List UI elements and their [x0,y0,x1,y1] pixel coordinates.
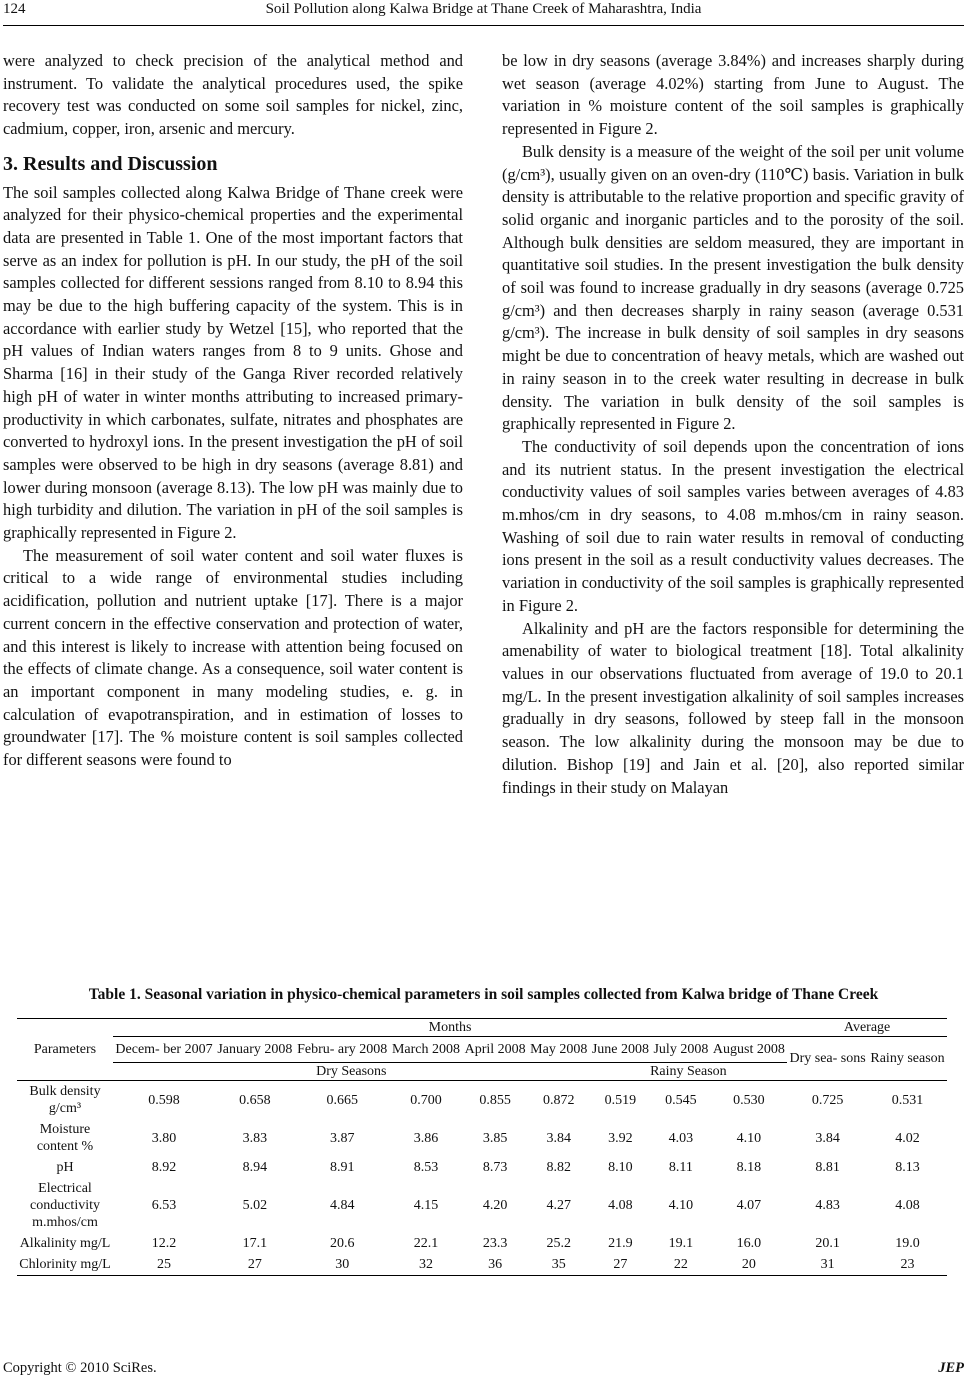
value-cell: 4.10 [668,1198,694,1213]
month-header: July 2008 [653,1042,709,1057]
value-cell: 8.10 [608,1160,633,1175]
paragraph: Bulk density is a measure of the weight of the soil per unit volume (g/cm³), usually given on an oven-dry (110℃) basis. Variation in bulk density is attributable to the relative proportion and specific gravity of solid organic and inorganic particles and to the porosity of the soil. Although bulk densities are seldom measured, they are important in quantitative soil studies. In the present investigation the bulk density of soil was found to increase gradually in dry seasons (average 0.725 g/cm³) and then decreases sharply in rainy season (average 0.531 g/cm³). The increase in bulk density of soil samples in dry seasons might be due to concentration of heavy metals, which are washed out in rainy season in to the creek water resulting in decrease in bulk density. The variation in bulk density of the soil samples is graphically represented in Figure 2. [502,141,964,434]
avg-header: Rainy season [870,1051,945,1066]
page-header [0,0,967,30]
value-cell: 12.2 [151,1236,177,1251]
value-cell: 0.700 [390,1081,463,1120]
value-cell: 6.53 [151,1198,177,1213]
value-cell: 3.84 [546,1130,571,1146]
value-cell: 23.3 [482,1236,508,1251]
journal-abbrev: JEP [938,1360,964,1376]
value-cell: 0.725 [787,1081,868,1120]
value-cell: 4.84 [329,1198,355,1213]
value-cell: 0.545 [651,1081,710,1120]
month-header: January 2008 [217,1042,293,1057]
value-cell: 32 [390,1254,463,1276]
value-cell: 23 [868,1254,947,1276]
value-cell: 30 [295,1254,390,1276]
value-cell: 5.02 [242,1198,268,1213]
table-row [17,1157,947,1178]
value-cell: 8.53 [413,1160,439,1175]
table-subheader-row [17,1037,947,1063]
page-number: 124 [3,1,26,17]
value-cell: 3.80 [151,1130,177,1146]
value-cell: 0.530 [711,1081,788,1120]
value-cell: 0.872 [528,1081,590,1120]
value-cell: 4.10 [736,1130,762,1146]
value-cell: 35 [528,1254,590,1276]
value-cell: 3.84 [815,1130,840,1146]
copyright-text: Copyright © 2010 SciRes. [3,1360,157,1376]
value-cell: 27 [215,1254,295,1276]
value-cell: 0.665 [295,1081,390,1120]
parameter-cell: Bulk density g/cm³ [17,1081,113,1120]
section-heading: 3. Results and Discussion [3,152,218,175]
value-cell: 19.1 [668,1236,694,1251]
data-table [17,1018,947,1276]
value-cell: 8.73 [482,1160,508,1175]
paragraph: The measurement of soil water content and soil water fluxes is critical to a wide range of environmental studies including acidification, pollution and nutrient uptake [17]. There is a major current concern in the effective conservation and protection of water, and this interest is likely to increase with attention being focused on the effects of climate change. As a consequence, soil water content is an important component in many modeling studies, e. g. in calculation of evapotranspiration, and in estimation of losses to groundwater [17]. The % moisture content is soil samples collected for different seasons were found to [3,545,463,770]
value-cell: 8.91 [329,1160,355,1175]
parameter-cell: Chlorinity mg/L [17,1254,113,1276]
value-cell: 0.531 [868,1081,947,1120]
value-cell: 8.18 [736,1160,762,1175]
value-cell: 3.92 [608,1130,633,1146]
avg-header: Dry sea- sons [789,1051,866,1066]
value-cell: 8.82 [546,1160,571,1175]
month-header: June 2008 [591,1042,649,1057]
table-header-row [17,1019,947,1037]
paragraph: be low in dry seasons (average 3.84%) and increases sharply during wet season (average 4.02%) starting from June to August. The variation in % moisture content of the soil samples is graphically represented in Figure 2. [502,51,964,139]
paragraph: Alkalinity and pH are the factors responsible for determining the amenability of water to biological treatment [18]. Total alkalinity values in our observations fluctuated from average of 19.0 to 20.1 mg/L. In the present investigation alkalinity of soil samples increases gradually in dry seasons, followed by steep fall in the monsoon season. The low alkalinity during the monsoon may be due to dilution. Bishop [19] and Jain et al. [20], also reported similar findings in their study on Malayan [502,618,964,797]
value-cell: 8.81 [815,1160,840,1175]
month-header: May 2008 [530,1042,588,1057]
month-header: August 2008 [712,1042,785,1057]
table-caption: Table 1. Seasonal variation in physico-chemical parameters in soil samples collected from Kalwa bridge of Thane Creek [88,986,879,1003]
parameter-cell: Electrical conductivity m.mhos/cm [30,1181,100,1230]
parameters-header: Parameters [17,1019,113,1081]
header-rule [3,25,964,26]
value-cell: 36 [462,1254,528,1276]
value-cell: 4.08 [608,1198,633,1213]
dry-seasons-label: Dry Seasons [113,1063,590,1081]
rainy-season-label: Rainy Season [590,1063,788,1081]
value-cell: 3.87 [329,1130,355,1146]
paragraph: The soil samples collected along Kalwa Bridge of Thane creek were analyzed for their physico-chemical properties and the experimental data are presented in Table 1. One of the most important factors that serve as an index for pollution is pH. In our study, the pH of the soil samples collected for different sessions ranged from 8.10 to 8.94 this may be due to the high buffering capacity of the system. This is in accordance with earlier study by Wetzel [15], who reported that the pH values of Indian waters ranges from 8 to 9 units. Ghose and Sharma [16] in their study of the Ganga River recorded relatively high pH of water in winter months attributing to increased primary-productivity in which carbonates, sulfate, nitrates and phosphates are converted to hydroxyl ions. In the present investigation the pH of soil samples were observed to be high in dry seasons (average 8.81) and lower during monsoon (average 8.13). The low pH was mainly due to high turbidity and dilution. The variation in pH of the soil samples is graphically represented in Figure 2. [3,182,463,543]
table-row [17,1178,947,1233]
value-cell: 25.2 [546,1236,571,1251]
value-cell: 21.9 [608,1236,633,1251]
table-row [17,1081,947,1120]
value-cell: 8.94 [242,1160,268,1175]
parameter-cell: Moisture content % [36,1122,94,1154]
value-cell: 4.15 [413,1198,439,1213]
value-cell: 0.855 [462,1081,528,1120]
table-row [17,1254,947,1276]
month-header: Decem- ber 2007 [115,1042,213,1057]
value-cell: 8.13 [895,1160,920,1175]
months-header: Months [113,1019,787,1037]
value-cell: 4.07 [736,1198,762,1213]
month-header: March 2008 [391,1042,461,1057]
paragraph: The conductivity of soil depends upon the concentration of ions and its nutrient status. In the present investigation the electrical conductivity values of soil samples varies between averages of 4.83 m.mhos/cm in dry seasons, to 4.08 m.mhos/cm in rainy season. Washing of soil due to rain water results in removal of conducting ions present in the soil as a result conductivity values decreases. The variation in conductivity of the soil samples is graphically represented in Figure 2. [502,436,964,615]
table-row [17,1119,947,1157]
value-cell: 4.02 [895,1130,920,1146]
value-cell: 16.0 [736,1236,762,1251]
parameter-cell: pH [56,1160,74,1175]
value-cell: 4.83 [815,1198,840,1213]
value-cell: 4.27 [546,1198,571,1213]
value-cell: 4.08 [895,1198,920,1213]
value-cell: 0.519 [590,1081,652,1120]
right-column [502,50,964,799]
parameter-cell: Alkalinity mg/L [19,1236,111,1251]
value-cell: 22.1 [413,1236,439,1251]
value-cell: 19.0 [895,1236,920,1251]
left-column [3,50,463,772]
value-cell: 31 [787,1254,868,1276]
value-cell: 8.11 [668,1160,693,1175]
paragraph: were analyzed to check precision of the analytical method and instrument. To validate the analytical procedures used, the spike recovery test was conducted on some soil samples for nickel, zinc, cadmium, copper, iron, arsenic and mercury. [3,51,463,139]
value-cell: 20.6 [329,1236,355,1251]
average-header: Average [787,1019,947,1037]
value-cell: 25 [113,1254,215,1276]
value-cell: 8.92 [151,1160,177,1175]
value-cell: 4.20 [482,1198,508,1213]
value-cell: 22 [651,1254,710,1276]
value-cell: 17.1 [242,1236,268,1251]
value-cell: 27 [590,1254,652,1276]
value-cell: 3.86 [413,1130,439,1146]
value-cell: 20.1 [815,1236,840,1251]
value-cell: 20 [711,1254,788,1276]
table-row [17,1233,947,1254]
value-cell: 3.85 [482,1130,508,1146]
month-header: April 2008 [464,1042,526,1057]
value-cell: 0.658 [215,1081,295,1120]
page-footer [3,1360,964,1377]
value-cell: 4.03 [668,1130,694,1146]
value-cell: 0.598 [113,1081,215,1120]
running-title: Soil Pollution along Kalwa Bridge at Thane Creek of Maharashtra, India [265,1,702,17]
month-header: Febru- ary 2008 [297,1042,388,1057]
value-cell: 3.83 [242,1130,268,1146]
